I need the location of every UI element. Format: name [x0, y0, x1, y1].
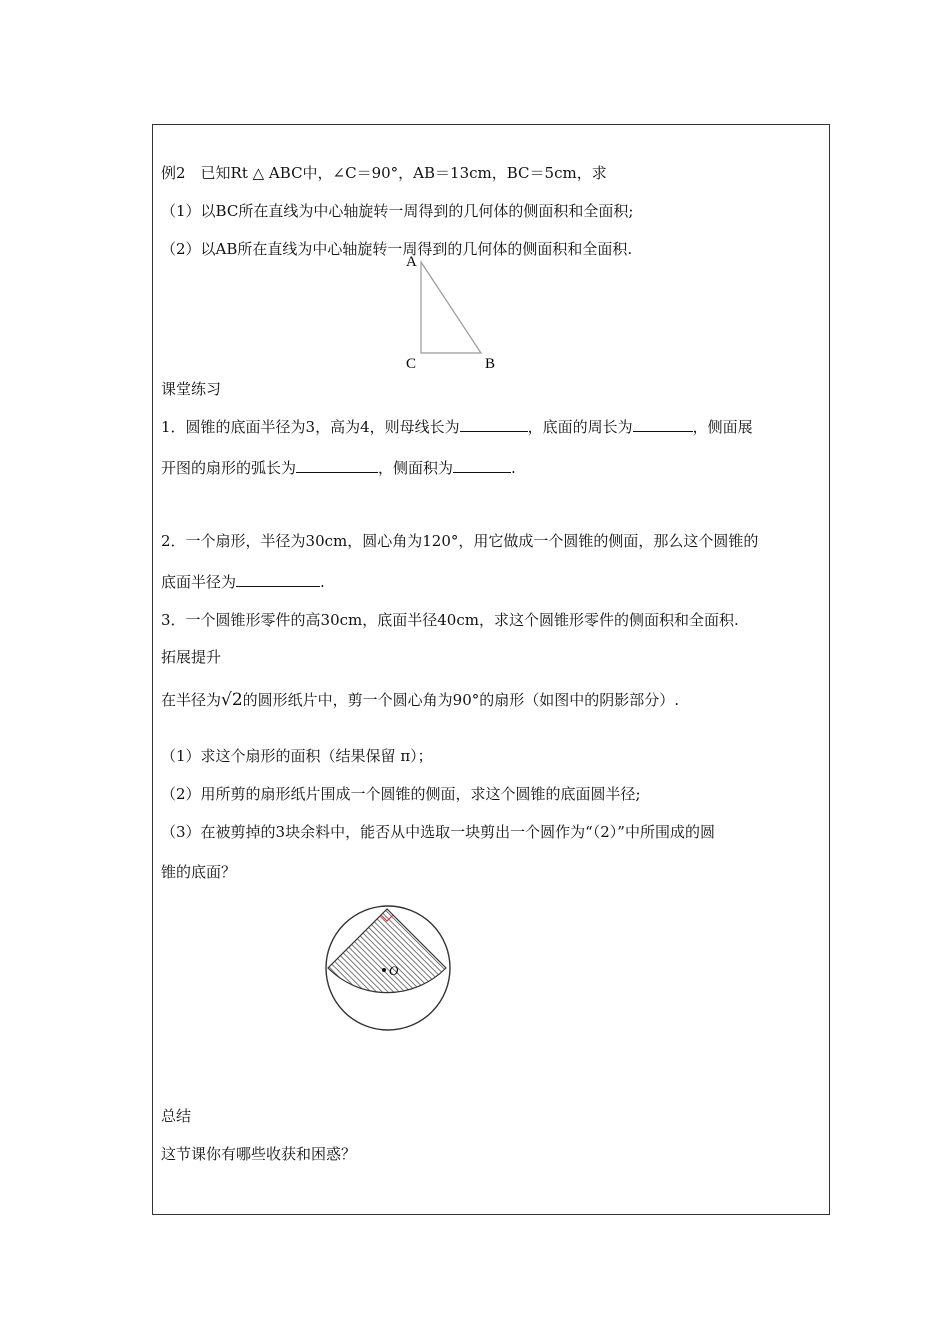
extension-intro: [161, 690, 679, 710]
practice-item-1-line1: [161, 417, 753, 437]
summary-heading: 总结: [161, 1107, 192, 1125]
practice-1-text: .: [511, 459, 516, 477]
answer-blank[interactable]: [296, 458, 378, 473]
practice-2-text: .: [320, 573, 325, 591]
extension-intro-text: 的圆形纸片中，剪一个圆心角为90°的扇形（如图中的阴影部分）.: [242, 691, 680, 709]
extension-question-3-line1: （3）在被剪掉的3块余料中，能否从中选取一块剪出一个圆作为“（2）”中所围成的圆: [161, 823, 715, 841]
practice-1-text: ，侧面积为: [378, 459, 454, 477]
answer-blank[interactable]: [236, 572, 320, 587]
triangle-abc: [421, 262, 481, 353]
center-label: O: [389, 963, 399, 978]
practice-1-text: ，底面的周长为: [527, 418, 633, 436]
practice-item-2-line1: 2．一个扇形，半径为30cm，圆心角为120°，用它做成一个圆锥的侧面，那么这个圆锥的: [161, 532, 759, 550]
answer-blank[interactable]: [453, 458, 511, 473]
right-triangle-figure: [400, 248, 510, 376]
practice-1-text: 1．圆锥的底面半径为3，高为4，则母线长为: [161, 418, 460, 436]
extension-question-1: （1）求这个扇形的面积（结果保留 π）；: [161, 747, 433, 765]
vertex-label-c: C: [406, 356, 417, 372]
example-question-2: （2）以AB所在直线为中心轴旋转一周得到的几何体的侧面积和全面积.: [161, 240, 633, 258]
extension-question-3-line2: 锥的底面？: [161, 863, 237, 881]
practice-1-text: ，侧面展: [692, 418, 753, 436]
example-question-1: （1）以BC所在直线为中心轴旋转一周得到的几何体的侧面积和全面积;: [161, 202, 634, 220]
practice-item-1-line2: [161, 458, 516, 478]
extension-question-2: （2）用所剪的扇形纸片围成一个圆锥的侧面，求这个圆锥的底面圆半径;: [161, 785, 641, 803]
vertex-label-a: A: [406, 254, 417, 270]
practice-heading: 课堂练习: [161, 380, 222, 398]
practice-item-3: 3．一个圆锥形零件的高30cm，底面半径40cm，求这个圆锥形零件的侧面积和全面积.: [161, 611, 739, 629]
practice-item-2-line2: [161, 572, 325, 592]
practice-1-text: 开图的扇形的弧长为: [161, 459, 297, 477]
sector-in-circle-figure: [318, 900, 463, 1040]
answer-blank[interactable]: [633, 417, 693, 432]
example-title: 例2 已知Rt △ ABC中，∠C＝90°，AB＝13cm，BC＝5cm，求: [161, 164, 607, 182]
summary-question: 这节课你有哪些收获和困惑？: [161, 1145, 357, 1163]
extension-heading: 拓展提升: [161, 648, 222, 666]
practice-2-text: 底面半径为: [161, 573, 237, 591]
center-point: [382, 968, 386, 972]
vertex-label-b: B: [485, 356, 496, 372]
sqrt-two: √2: [221, 690, 243, 710]
extension-intro-text: 在半径为: [161, 691, 222, 709]
answer-blank[interactable]: [460, 417, 528, 432]
